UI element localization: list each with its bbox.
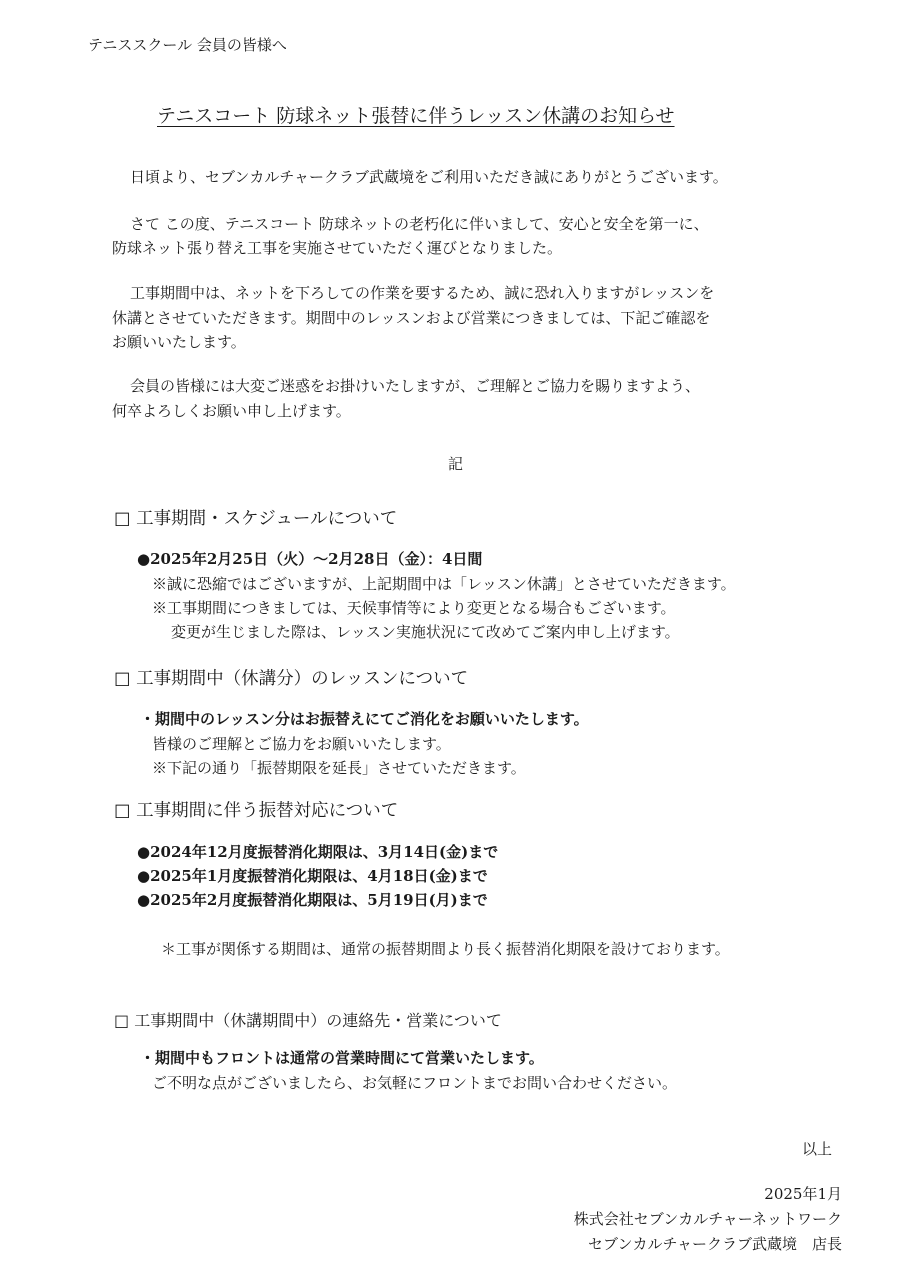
deadline-item: ●2025年2月度振替消化期限は、5月19日(月)まで <box>137 891 488 909</box>
section-heading: □ 工事期間・スケジュールについて <box>114 509 398 529</box>
ki-marker: 記 <box>448 455 464 473</box>
addressee: テニススクール 会員の皆様へ <box>88 36 287 54</box>
section-heading: □ 工事期間中（休講期間中）の連絡先・営業について <box>114 1011 502 1030</box>
section-heading: □ 工事期間中（休講分）のレッスンについて <box>114 669 469 689</box>
intro-line: お願いいたします。 <box>112 333 246 351</box>
deadline-item: ●2024年12月度振替消化期限は、3月14日(金)まで <box>137 843 499 861</box>
note-line: 変更が生じました際は、レッスン実施状況にて改めてご案内申し上げます。 <box>171 623 680 641</box>
note-line: ※下記の通り「振替期限を延長」させていただきます。 <box>152 759 526 777</box>
note-line: ご不明な点がございましたら、お気軽にフロントまでお問い合わせください。 <box>152 1074 678 1092</box>
intro-line: 会員の皆様には大変ご迷惑をお掛けいたしますが、ご理解とご協力を賜りますよう、 <box>130 377 701 395</box>
company-name: 株式会社セブンカルチャーネットワーク <box>573 1210 842 1228</box>
intro-line: 日頃より、セブンカルチャークラブ武蔵境をご利用いただき誠にありがとうございます。 <box>130 168 728 186</box>
intro-line: 防球ネット張り替え工事を実施させていただく運びとなりました。 <box>112 239 563 257</box>
signer: セブンカルチャークラブ武蔵境 店長 <box>588 1235 842 1253</box>
note-line: ※誠に恐縮ではございますが、上記期間中は「レッスン休講」とさせていただきます。 <box>152 575 736 593</box>
page-title: テニスコート 防球ネット張替に伴うレッスン休講のお知らせ <box>157 105 675 127</box>
note-line: 皆様のご理解とご協力をお願いいたします。 <box>152 735 451 753</box>
intro-line: 工事期間中は、ネットを下ろしての作業を要するため、誠に恐れ入りますがレッスンを <box>130 284 715 302</box>
issue-date: 2025年1月 <box>764 1185 842 1203</box>
note-line: ※工事期間につきましては、天候事情等により変更となる場合もございます。 <box>152 599 676 617</box>
deadline-item: ●2025年1月度振替消化期限は、4月18日(金)まで <box>137 867 488 885</box>
intro-line: さて この度、テニスコート 防球ネットの老朽化に伴いまして、安心と安全を第一に、 <box>130 215 709 233</box>
schedule-period: ●2025年2月25日（火）〜2月28日（金）：4日間 <box>137 550 483 568</box>
note-line: ＊工事が関係する期間は、通常の振替期間より長く振替消化期限を設けております。 <box>161 940 730 958</box>
makeup-notice: ・期間中のレッスン分はお振替えにてご消化をお願いいたします。 <box>140 710 589 728</box>
front-desk-notice: ・期間中もフロントは通常の営業時間にて営業いたします。 <box>140 1049 544 1067</box>
closing-mark: 以上 <box>801 1140 832 1158</box>
intro-line: 休講とさせていただきます。期間中のレッスンおよび営業につきましては、下記ご確認を <box>112 309 711 327</box>
section-heading: □ 工事期間に伴う振替対応について <box>114 801 399 821</box>
intro-line: 何卒よろしくお願い申し上げます。 <box>112 402 351 420</box>
